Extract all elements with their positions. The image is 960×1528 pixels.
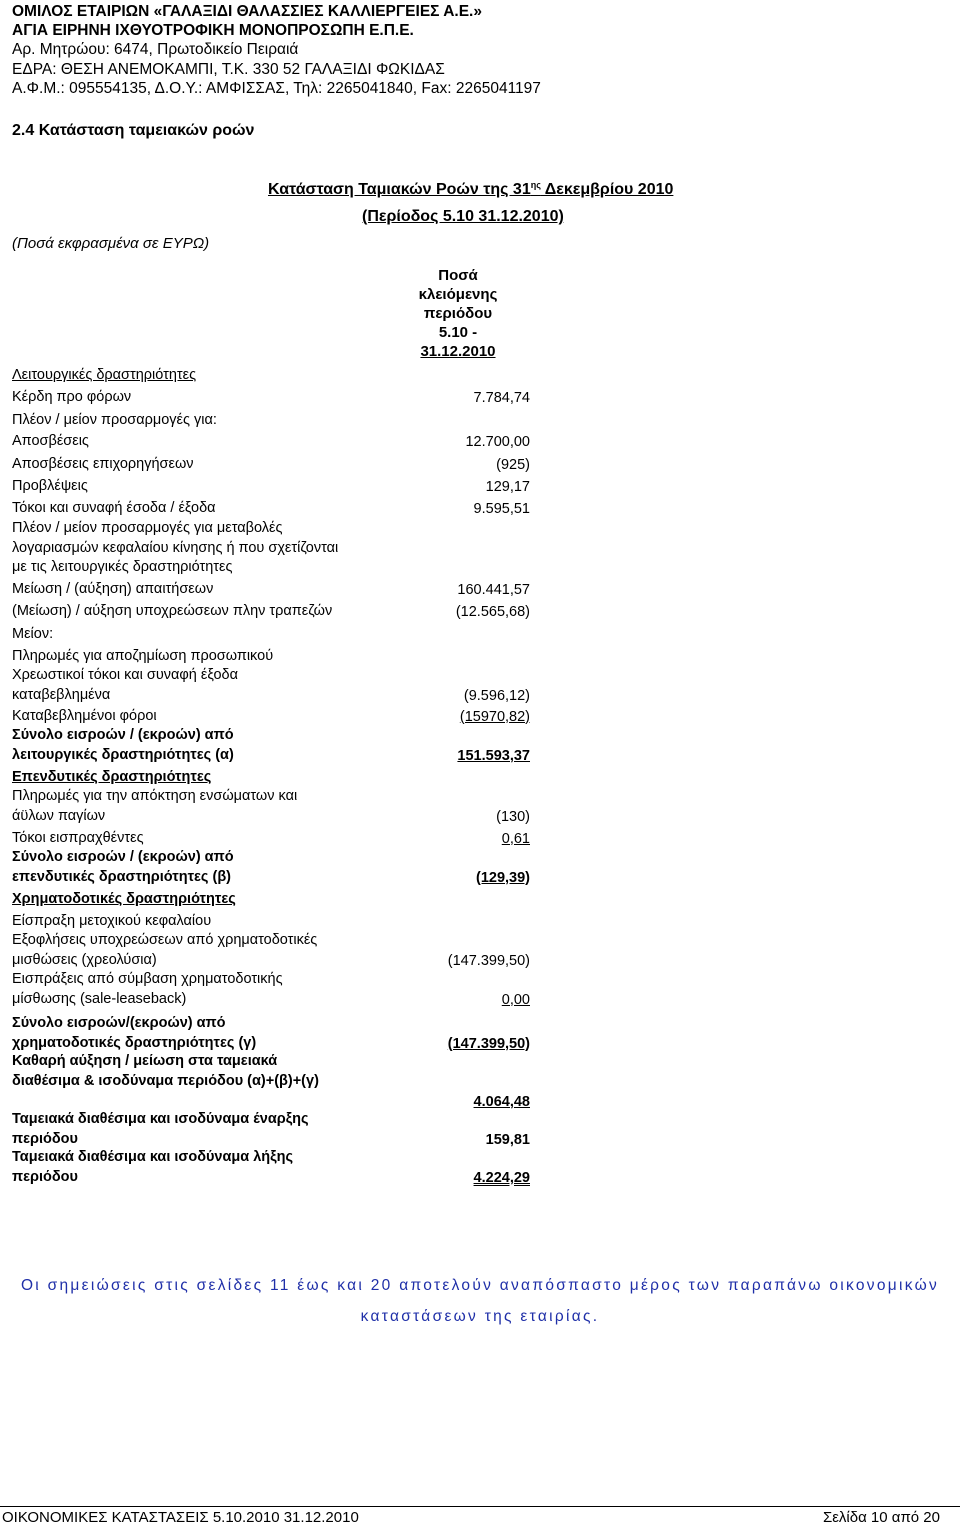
table-row bbox=[12, 432, 542, 452]
row-label: Πληρωμές για αποζημίωση προσωπικού bbox=[12, 648, 274, 664]
company-group-name: ΟΜΙΛΟΣ ΕΤΑΙΡΙΩΝ «ΓΑΛΑΞΙΔΙ ΘΑΛΑΣΣΙΕΣ ΚΑΛΛΙΕΡΓΕΙΕΣ Α.Ε.» bbox=[12, 3, 482, 20]
table-row bbox=[12, 519, 542, 579]
table-row bbox=[12, 411, 542, 431]
row-label: Πλέον / μείον προσαρμογές για: bbox=[12, 412, 217, 428]
statement-title bbox=[268, 180, 673, 199]
footer-divider bbox=[0, 1506, 960, 1507]
subtotal-row-investing bbox=[12, 848, 542, 888]
statement-title-sup: ης bbox=[530, 180, 541, 190]
row-label: Αποσβέσεις επιχορηγήσεων bbox=[12, 456, 194, 472]
statement-period: (Περίοδος 5.10 31.12.2010) bbox=[362, 208, 564, 225]
column-header-line: κλειόμενης bbox=[418, 286, 498, 303]
table-row bbox=[12, 829, 542, 849]
opening-cash-row bbox=[12, 1110, 542, 1150]
row-label: Σύνολο εισροών / (εκροών) από λειτουργικές δραστηριότητες (α) bbox=[12, 727, 234, 763]
row-label: Αποσβέσεις bbox=[12, 433, 89, 449]
table-row bbox=[12, 602, 542, 622]
company-name: ΑΓΙΑ ΕΙΡΗΝΗ ΙΧΘΥΟΤΡΟΦΙΚΗ ΜΟΝΟΠΡΟΣΩΠΗ Ε.Π.Ε. bbox=[12, 22, 414, 39]
table-row bbox=[12, 931, 542, 971]
row-label: Καταβεβλημένοι φόροι bbox=[12, 708, 157, 724]
row-label: Πλέον / μείον προσαρμογές για μεταβολές λογαριασμών κεφαλαίου κίνησης ή που σχετίζονται με τις λειτουργικές δραστηριότητες bbox=[12, 520, 339, 575]
table-row bbox=[12, 647, 542, 667]
row-label: Κέρδη προ φόρων bbox=[12, 389, 132, 405]
row-label: Εισπράξεις από σύμβαση χρηματοδοτικής μίσθωσης (sale-leaseback) bbox=[12, 971, 283, 1007]
section-header-operating bbox=[12, 366, 542, 386]
table-row bbox=[12, 787, 542, 827]
row-value: 4.224,29 bbox=[473, 1169, 530, 1186]
row-value: 0,61 bbox=[501, 830, 530, 847]
column-header bbox=[411, 266, 505, 361]
company-header bbox=[12, 2, 541, 99]
row-value: 7.784,74 bbox=[473, 389, 530, 406]
row-value: 151.593,37 bbox=[457, 747, 530, 764]
table-row bbox=[12, 970, 542, 1010]
row-label: Καθαρή αύξηση / μείωση στα ταμειακά διαθέσιμα & ισοδύναμα περιόδου (α)+(β)+(γ) bbox=[12, 1053, 319, 1089]
row-value: (147.399,50) bbox=[447, 1035, 530, 1052]
column-header-line: 5.10 - bbox=[438, 324, 478, 341]
row-label: Μείον: bbox=[12, 626, 54, 642]
table-row bbox=[12, 477, 542, 497]
row-label: Τόκοι και συναφή έσοδα / έξοδα bbox=[12, 500, 216, 516]
row-label: Ταμειακά διαθέσιμα και ισοδύναμα λήξης περιόδου bbox=[12, 1149, 293, 1185]
tax-contact-info: Α.Φ.Μ.: 095554135, Δ.Ο.Υ.: ΑΜΦΙΣΣΑΣ, Τηλ: 2265041840, Fax: 2265041197 bbox=[12, 80, 541, 97]
row-label: Σύνολο εισροών/(εκροών) από χρηματοδοτικές δραστηριότητες (γ) bbox=[12, 1015, 257, 1051]
row-label: Λειτουργικές δραστηριότητες bbox=[12, 367, 197, 383]
row-value: 129,17 bbox=[485, 478, 530, 495]
row-label: (Μείωση) / αύξηση υποχρεώσεων πλην τραπεζών bbox=[12, 603, 333, 619]
row-value: (129,39) bbox=[475, 869, 530, 886]
registry-info: Αρ. Μητρώου: 6474, Πρωτοδικείο Πειραιά bbox=[12, 41, 299, 58]
table-row bbox=[12, 625, 542, 645]
row-value: (15970,82) bbox=[459, 708, 530, 725]
row-value: (925) bbox=[496, 456, 530, 473]
section-header-investing bbox=[12, 768, 542, 788]
subtotal-row-operating bbox=[12, 726, 542, 766]
footer-document-title: ΟΙΚΟΝΟΜΙΚΕΣ ΚΑΤΑΣΤΑΣΕΙΣ 5.10.2010 31.12.2010 bbox=[2, 1509, 359, 1526]
row-value: 12.700,00 bbox=[465, 433, 530, 450]
table-row bbox=[12, 499, 542, 519]
row-label: Προβλέψεις bbox=[12, 478, 88, 494]
table-row bbox=[12, 388, 542, 408]
row-label: Επενδυτικές δραστηριότητες bbox=[12, 769, 212, 785]
table-row bbox=[12, 912, 542, 932]
row-label: Τόκοι εισπραχθέντες bbox=[12, 830, 144, 846]
row-label: Χρεωστικοί τόκοι και συναφή έξοδα καταβεβλημένα bbox=[12, 667, 238, 703]
table-row bbox=[12, 707, 542, 727]
row-label: Χρηματοδοτικές δραστηριότητες bbox=[12, 891, 236, 907]
table-row bbox=[12, 455, 542, 475]
address-info: ΕΔΡΑ: ΘΕΣΗ ΑΝΕΜΟΚΑΜΠΙ, Τ.Κ. 330 52 ΓΑΛΑΞΙΔΙ ΦΩΚΙΔΑΣ bbox=[12, 60, 445, 78]
row-value: 0,00 bbox=[501, 991, 530, 1008]
row-value: (130) bbox=[496, 808, 530, 825]
row-value: 9.595,51 bbox=[473, 500, 530, 517]
table-row bbox=[12, 580, 542, 600]
column-header-line: περιόδου bbox=[423, 305, 493, 322]
footer-page-number: Σελίδα 10 από 20 bbox=[822, 1509, 940, 1526]
statement-title-main: Κατάσταση Ταμιακών Ροών της 31 bbox=[268, 181, 531, 198]
row-label: Σύνολο εισροών / (εκροών) από επενδυτικές δραστηριότητες (β) bbox=[12, 849, 234, 885]
row-label: Εξοφλήσεις υποχρεώσεων από χρηματοδοτικές μισθώσεις (χρεολύσια) bbox=[12, 932, 318, 968]
currency-note: (Ποσά εκφρασμένα σε ΕΥΡΩ) bbox=[12, 235, 210, 252]
table-row bbox=[12, 666, 542, 706]
net-change-row bbox=[12, 1052, 542, 1112]
row-value: (12.565,68) bbox=[455, 603, 530, 620]
row-value: 159,81 bbox=[485, 1131, 530, 1148]
column-header-line: 31.12.2010 bbox=[420, 343, 496, 360]
closing-cash-row bbox=[12, 1148, 542, 1188]
row-value: 4.064,48 bbox=[473, 1093, 530, 1110]
row-label: Ταμειακά διαθέσιμα και ισοδύναμα έναρξης περιόδου bbox=[12, 1111, 309, 1147]
row-value: 160.441,57 bbox=[457, 581, 530, 598]
row-label: Είσπραξη μετοχικού κεφαλαίου bbox=[12, 913, 212, 929]
row-label: Πληρωμές για την απόκτηση ενσώματων και άϋλων παγίων bbox=[12, 788, 298, 824]
column-header-line: Ποσά bbox=[438, 267, 478, 284]
row-value: (147.399,50) bbox=[447, 952, 530, 969]
subtotal-row-financing bbox=[12, 1014, 542, 1054]
statement-title-date: Δεκεμβρίου 2010 bbox=[540, 181, 674, 198]
section-title: 2.4 Κατάσταση ταμειακών ροών bbox=[12, 122, 255, 139]
section-header-financing bbox=[12, 890, 542, 910]
row-label: Μείωση / (αύξηση) απαιτήσεων bbox=[12, 581, 214, 597]
row-value: (9.596,12) bbox=[463, 687, 530, 704]
notes-reference: Οι σημειώσεις στις σελίδες 11 έως και 20 αποτελούν αναπόσπαστο μέρος των παραπάνω οικονομικών καταστάσεων της εταιρίας. bbox=[20, 1277, 940, 1325]
